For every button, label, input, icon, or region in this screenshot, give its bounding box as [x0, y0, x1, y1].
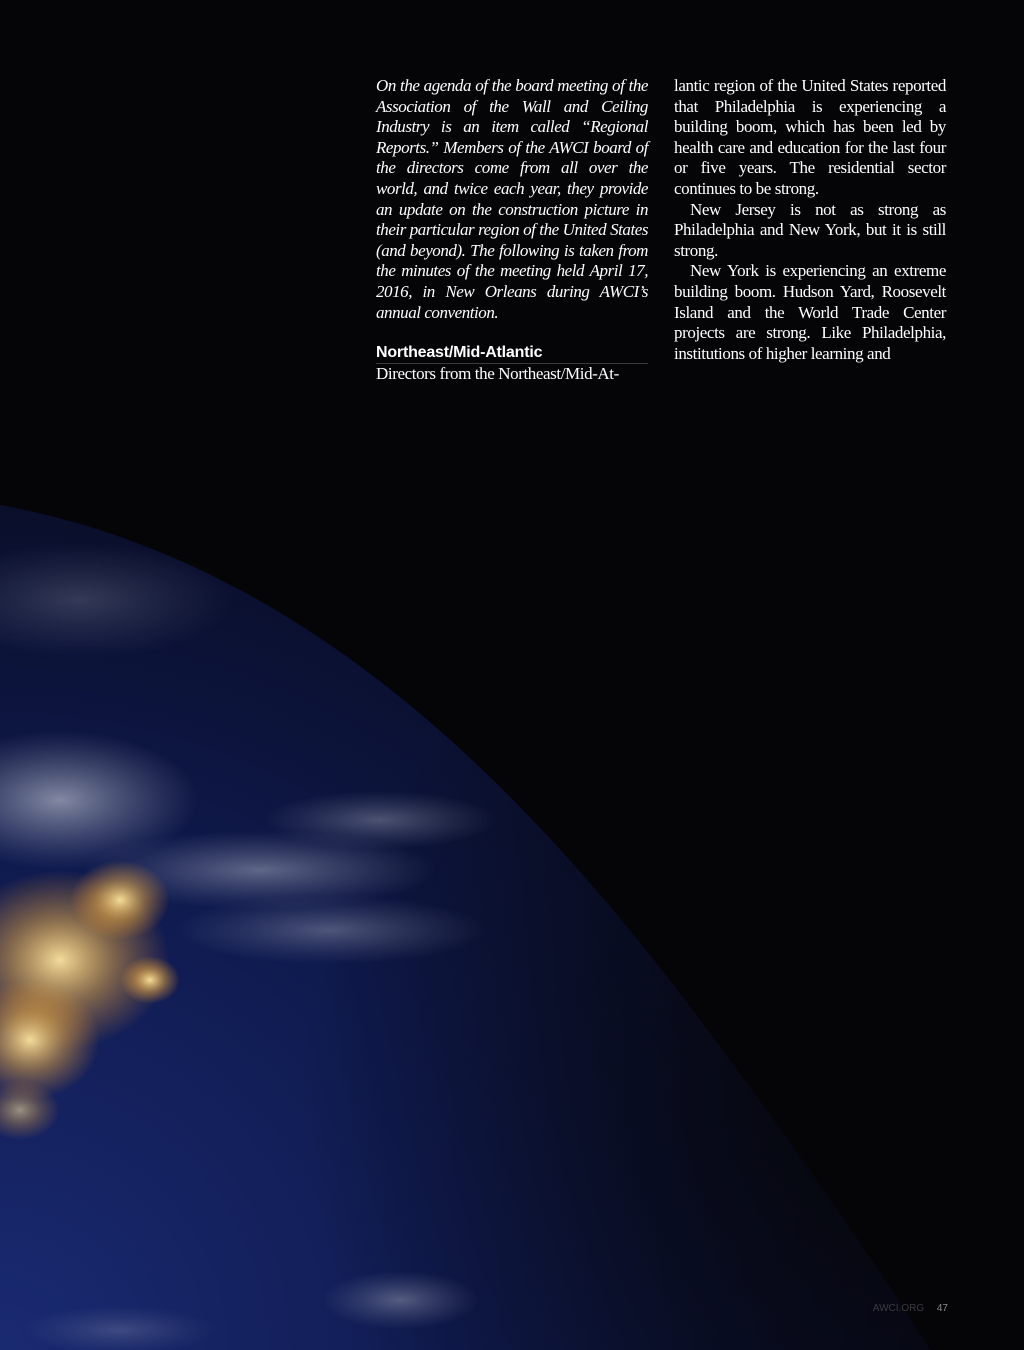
- left-column: [376, 76, 648, 385]
- publication-name: AWCI.ORG: [872, 1303, 925, 1314]
- intro-paragraph: On the agenda of the board meeting of the Association of the Wall and Ceiling Industry is an item called “Regional Reports.” Members of the AWCI board of the directors come from all over the world, and twice each year, they provide an update on the construction picture in their particular region of the United States (and beyond). The following is taken from the minutes of the meeting held April 17, 2016, in New Orleans during AWCI’s annual convention.: [376, 76, 648, 322]
- page-footer: [873, 1303, 948, 1314]
- right-column: [674, 76, 946, 364]
- body-paragraph-new-jersey: New Jersey is not as strong as Philadelphia and New York, but it is still strong.: [674, 199, 946, 260]
- body-paragraph-continued: lantic region of the United States reported that Philadelphia is experiencing a building boom, which has been led by health care and education for the last four or five years. The residential sector continues to be strong.: [674, 76, 946, 198]
- page-number: 47: [936, 1303, 948, 1314]
- body-paragraph-new-york: New York is experiencing an extreme building boom. Hudson Yard, Roosevelt Island and the World Trade Center projects are strong. Like Philadelphia, institutions of higher learning and: [674, 261, 946, 363]
- body-paragraph-start: Directors from the Northeast/Mid-At-: [376, 364, 619, 384]
- section-heading: Northeast/Mid-Atlantic: [376, 343, 648, 364]
